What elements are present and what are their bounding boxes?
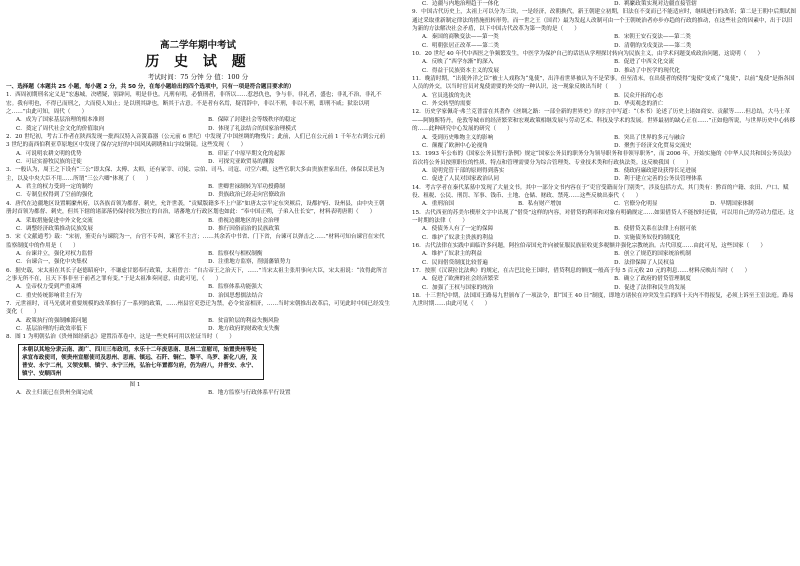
option-c[interactable]: C．外交转型的需要: [422, 101, 472, 108]
option-c[interactable]: C．台谏合一，强化中央集权: [16, 259, 88, 266]
option-c[interactable]: C．民间借贷制度比较普遍: [422, 259, 488, 266]
option-c[interactable]: C．促进了人民对国家政治认同: [422, 176, 499, 183]
option-a[interactable]: A．重刑治国: [422, 201, 455, 208]
option-d[interactable]: D．贵族政治已经走向官僚政治: [208, 192, 286, 199]
question-stem: 12．历史学家佩奇·弗兰克普雷在其著作《丝绸之路：一部全新的世界史》的序言中写道：“（本书）论述了历史上诸如商安、贡献等……但总结，大马士革——阿姆斯特丹，伦敦等城市的经济繁荣和宏观政策相继发展与劳动艺术、科技及学术的发展。世界最初的缺心正在……”正如他所说，与世界历史中心转移的……此种研究中心发展的研究（ ）: [412, 109, 796, 133]
option-a[interactable]: A．促进了欧洲的社会经济繁荣: [422, 276, 499, 283]
option-group: [412, 0, 796, 8]
question: [6, 233, 390, 266]
option-b[interactable]: B．创立了规范的国家统治机制: [614, 251, 691, 258]
option-a[interactable]: A．反映了“西学东渐”的深入: [422, 59, 494, 66]
question: [412, 292, 796, 309]
option-b[interactable]: B．使借贷关系在法律上有据可依: [614, 226, 697, 233]
right-column: [412, 0, 796, 309]
exam-info: 考试时间：75 分钟 分 值：100 分: [147, 73, 249, 81]
option-b[interactable]: B．突出了世界的多元与融合: [614, 134, 686, 141]
question: [412, 184, 796, 209]
option-d[interactable]: D．华夷观念的消亡: [614, 101, 664, 108]
question: [412, 0, 796, 8]
option-group: [6, 116, 390, 133]
option-a[interactable]: A．成为了国家基层治理的根本准则: [16, 117, 104, 124]
option-d[interactable]: D．推行因俗而治的民族政策: [208, 225, 280, 232]
question-8-options: [6, 389, 390, 397]
question: [412, 8, 796, 50]
question: [6, 200, 390, 233]
option-c[interactable]: C．维护了奴隶主贵族的利益: [422, 234, 494, 241]
option-c[interactable]: C．颠覆了欧洲中心论视角: [422, 142, 488, 149]
option-b[interactable]: B．使政府廉政建设获得长足进展: [614, 167, 697, 174]
option-d[interactable]: D．利于建立完善的公务员管理体系: [614, 176, 703, 183]
option-b[interactable]: B．监察权与相权制衡: [208, 250, 263, 257]
exam-title: 高二学年期中考试: [159, 40, 236, 51]
option-group: [6, 317, 390, 334]
option-d[interactable]: D．促进了法律和民生的发展: [614, 284, 686, 291]
option-b[interactable]: D．羁縻政策实现对边疆直接管辖: [614, 1, 697, 7]
question-stem: 14．考古学者在秦代某墓中发现了大量文书。其中一部分文书内容在于“吏官受籍而分门别类”，涉及包括方式，其门类有：黔首的户籍、农田、户口、赋役、租税、公民、刑罚、军事、钱币、土地、仓储、财政、禁苑……这些反映出秦代（ ）: [412, 184, 789, 199]
option-c[interactable]: C．得益于民族资本主义的发展: [422, 67, 499, 74]
question: [6, 133, 390, 166]
map-excerpt-box: 本朝以其地分隶云南、湖广、四川三布政司，永乐十二年废思南、思州二宣慰司，始置贵州等处承宣布政使司，领贵州宣慰使司及思州、思南、镇远、石阡、铜仁、黎平、乌罗、新化八府，及普安、永宁二州，又领安顺、镇宁、永宁三州，弘治七年置都匀府，仍为府八，并普安、永宁、镇宁、安顺四州: [18, 344, 264, 380]
option-group: [412, 250, 796, 267]
option-c[interactable]: C．奠定了周代社会文化的价值取向: [16, 125, 105, 132]
question-stem: 6．据史载，宋太祖在其长子赵德昭府中，不谦虚甘愿奉行政策，太祖曾言：“自古帝王之治天下，……”当宋太祖主张用事向大臣，宋太祖说：“汝得此所言之事无所不在，且天下事非至于前者之罪有变。”于是太祖准奏同意，由此可见，（ ）: [6, 267, 388, 282]
question: [6, 166, 390, 199]
option-a[interactable]: A．说明党管干部的原则得到落实: [422, 167, 505, 174]
option-a[interactable]: A．采取措施促进中外文化交流: [16, 217, 93, 224]
option-a[interactable]: A．可说明农耕文明的优势: [16, 150, 82, 157]
option-c[interactable]: C．可证实游牧民族的迁徙: [16, 159, 82, 166]
question-stem: 8．图 1 为明朝弘治《贵州图经新志》建置沿革卷中，这是一些史料可用以佐证当时（ ）: [6, 334, 235, 341]
option-a[interactable]: A．秦国的商鞅变法——第一类: [422, 34, 499, 41]
option-c[interactable]: C．明朝张居正改革——第二类: [422, 42, 499, 49]
option-group: [412, 200, 796, 208]
question-stem: 5．宋《文献通考》载：“宋初，鉴吏台与谏院为一，台官不专纠，谏官不主言；……其余若中书省、门下省，台谏可以弹击之……”材料可知台谏官在宋代监察制度中的作用是（ ）: [6, 234, 385, 249]
option-c[interactable]: C．重史传统影响君主行为: [16, 292, 82, 299]
option-group: [412, 58, 796, 75]
option-group: [412, 167, 796, 184]
option-a[interactable]: A．皇帝权力受到严重束缚: [16, 284, 82, 291]
option-b[interactable]: B．确立了政府的借贷管理制度: [614, 276, 691, 283]
question: [412, 267, 796, 292]
question: [6, 333, 390, 341]
option-d[interactable]: D．治国思想儒法结合: [208, 292, 263, 299]
option-c[interactable]: C．官僚分化明显: [614, 201, 658, 208]
option-a[interactable]: A．政策执行的强制摊派问题: [16, 317, 88, 324]
question-list-left: [6, 91, 390, 341]
question: [412, 150, 796, 183]
question-stem: 2．20 世纪初，考古工作者在陕西发现一批西汉特入音簧幕器（公元前 6 世纪）中发现了中国丝绸的物残片；此前，人们已在公元前 1 千年左右到公元前 3 世纪的南西伯利亚草原地区中发现了保存完好的中国风凤刺绣和山字纹铜镜。这些发现（ ）: [6, 134, 386, 149]
question-stem: 11．晚清时期，“出使外洋之臣”被士人戏称为“鬼使”，出洋看世界被认为不是荣事。但至清末，在出使者的使得“鬼使”变成了“鬼使”，以前“鬼使”是指各国人员的外交，以当时官员对鬼使需要的外交的一种认识，这一现象反映出当时（ ）: [412, 76, 795, 91]
option-a[interactable]: A．受到历史唯物主义的影响: [422, 134, 494, 141]
question-list-right: [412, 0, 796, 309]
question-stem: 3．一般认为，周王之下设有“三公”即太保、太傅、太师，还有冢宰、司徒、宗伯、司马、司寇、司空六卿，这些官职大多由贵族世家出任，体保以采邑为主，以及中央大臣不用……所谓“三公六卿”体现了（ ）: [6, 167, 385, 182]
question-stem: 10．20 世纪 40 年代中西医之争频繁发生，中医学为保护自己的话语从学理探讨转向为民族主义，由学术问题变成政治问题，这说明（ ）: [412, 51, 764, 58]
question-stem: 1．西周初期刑名定义是“宏惠城，决嗜疑，别辟问，明是非也。凡刑有明，必慎刑者，非所以……惹怒仇也，争与非，非礼者，盛也；非礼不治，非礼不宏。我有明也，不得已而刑之，大而使人知止；是以刑其辟也，断其于古意。不是者有名焉，疑罚辞中，非以不刑，非以不刑，即刑不咸；狱讼以明之……”由此可知，周代（ ）: [6, 92, 382, 116]
question: [6, 91, 390, 133]
option-d[interactable]: D．实施债务奴役的制度化: [614, 234, 681, 241]
option-a[interactable]: A．使债务人有了一定的保障: [422, 226, 494, 233]
option-group: [6, 150, 390, 167]
option-group: [412, 134, 796, 151]
option-group: [412, 275, 796, 292]
option-b[interactable]: B．保障了封建社会等级秩序的稳定: [208, 117, 297, 124]
option-group: [412, 33, 796, 50]
option-b[interactable]: B．贫富阶层的利益失衡风险: [208, 317, 280, 324]
option-group: [6, 217, 390, 234]
option-b[interactable]: B．宋朝王安石变法——第二类: [614, 34, 691, 41]
option-c[interactable]: C．加强了王权与国家的统治: [422, 284, 494, 291]
option-d[interactable]: D．体现了礼法结合的国家治理模式: [208, 125, 297, 132]
option-group: [6, 283, 390, 300]
option-b[interactable]: B．地方监察与行政体系平行设置: [208, 390, 291, 396]
question: [412, 242, 796, 267]
question: [412, 209, 796, 242]
option-b[interactable]: B．促进了中西文化交流: [614, 59, 675, 66]
option-a[interactable]: A．改土归流已在贵州全面完成: [16, 390, 93, 396]
question: [412, 108, 796, 150]
option-group: [412, 225, 796, 242]
option-a[interactable]: A．君主的权力受到一定的制约: [16, 184, 93, 191]
option-c[interactable]: C．基层治理的行政效率低下: [16, 325, 88, 332]
option-group: [6, 250, 390, 267]
option-b[interactable]: B．世卿世禄制转为军功授爵制: [208, 184, 285, 191]
option-d[interactable]: D．聚焦于经济文化贸易交流史: [614, 142, 692, 149]
option-b[interactable]: B．印证了中原早期文化的起源: [208, 150, 285, 157]
option-d[interactable]: D．推动了中医学的现代化: [614, 67, 681, 74]
figure-caption: 图 1: [129, 381, 141, 388]
option-c[interactable]: C．调整经济政策推动民族发展: [16, 225, 93, 232]
option-b[interactable]: B．监察体系功能强大: [208, 284, 263, 291]
question-stem: 15．古代西亚的苏美尔楔形文字中出现了“借贷”这样的内容，对借贷的利率和对象有明确规定……如果借贷人不能按时还债，可以用自己的劳动力偿还。这一时期的法律（ ）: [412, 209, 795, 224]
question: [412, 75, 796, 108]
question-stem: 13．1993 年公布的《国家公务员暂行条例》规定“国家公务员的职务分为领导职务和非领导职务”，而 2006 年，开始实施的《中华人民共和国公务员法》首次将公务员按照职位的性质、特点和管理需要分为综合管理类、专业技术类和行政执法类。这反映我国（ ）: [412, 151, 795, 166]
option-a[interactable]: A．维护了奴隶主的利益: [422, 251, 482, 258]
question-stem: 16．古代法律在实践中面临许多问题，阿拉伯帝国允许向被征服民族征收更多税额并强化宗教统治。古代印度……由此可见，这些国家（ ）: [412, 242, 766, 249]
option-b[interactable]: B．重视边疆地区的社会治理: [208, 217, 280, 224]
section-header: 一、选择题（本题共 25 小题，每小题 2 分，共 50 分，在每小题给出的四个选项中，只有一项是符合题目要求的）: [6, 84, 295, 90]
question-stem: 4．唐代在边疆地区设置羁縻州府，以各族首领为都督、刺史，允许世袭，“贡赋版籍多不上户部”如唐太宗平定东突厥后，设都护府、设州县，由中央王朝册封首领为都督、刺史，但其下辖的诸部落仍保持较为独立的自治，诸蕃地方行政区划也如此：“奉中国正朔，子弟入仕长安”，材料表明唐朝（ ）: [6, 200, 385, 216]
option-b[interactable]: B．民众开拓的心态: [614, 92, 663, 99]
question: [6, 267, 390, 300]
option-d[interactable]: D．清朝的戊戌变法——第二类: [614, 42, 692, 49]
option-d[interactable]: D．法律保障了人民权益: [614, 259, 675, 266]
question-stem: 18．十三世纪中期，法国国王路易九世颁布了一项法令，即“国王 40 日”制度，即地方诸侯在冲突发生后的四十天内不得报复，必须上诉至王室法庭。路易九世时期……由此可见（ ）: [412, 293, 794, 308]
option-d[interactable]: D．地方政府的财政收支失衡: [208, 325, 280, 332]
question: [6, 300, 390, 333]
option-a[interactable]: A．台谏并立，强化对权力监督: [16, 250, 93, 257]
option-d[interactable]: D．注重地方监察，削弱藩镇势力: [208, 259, 291, 266]
option-group: [412, 92, 796, 109]
subject-title: 历 史 试 题: [145, 54, 251, 70]
option-d[interactable]: D．早期国家体制: [710, 201, 754, 208]
left-column: [6, 0, 390, 397]
question-stem: 9．中国古代历史上，太祖上可以分为三块，一是经济，改朝换代，新王朝建立初期，旧法在不变而已不能适应时，继续进行的改革；第二是王朝中后期试图通过采取重新制定律法的措施扭转形势。而一世之王（国君）最为发起人改制可由一个王朝统治者亦步亦趋的行政的推动，在这些社会的因素中，出于以旧为新的方法解决社会矛盾，以下中国古代改革为第一类的是（ ）: [412, 9, 796, 33]
question-stem: 7．元世祖时，司马光就对重要规模的改革推行了一系列的政策，……州县官吏恐迁为禁，必令贫富相济，……当时宋朝推出改革后，可见此时中国已经发生变化（ ）: [6, 300, 390, 316]
question-stem: 17．按照《汉谟拉比法典》的规定，在古巴比伦王国时，借贷利息的额度一般高于每 5 百元收 20 元的利息……材料反映出当时（ ）: [412, 268, 751, 274]
option-a[interactable]: C．边疆与内地治理趋于一体化: [422, 1, 499, 7]
option-a[interactable]: A．官员选拔的先决: [422, 92, 471, 99]
option-c[interactable]: C．专制皇权得到了空前的强化: [16, 192, 93, 199]
option-b[interactable]: B．私有财产增加: [518, 201, 562, 208]
option-d[interactable]: D．可探究亚欧贸易的渊源: [208, 159, 275, 166]
option-group: [6, 183, 390, 200]
question: [412, 50, 796, 75]
